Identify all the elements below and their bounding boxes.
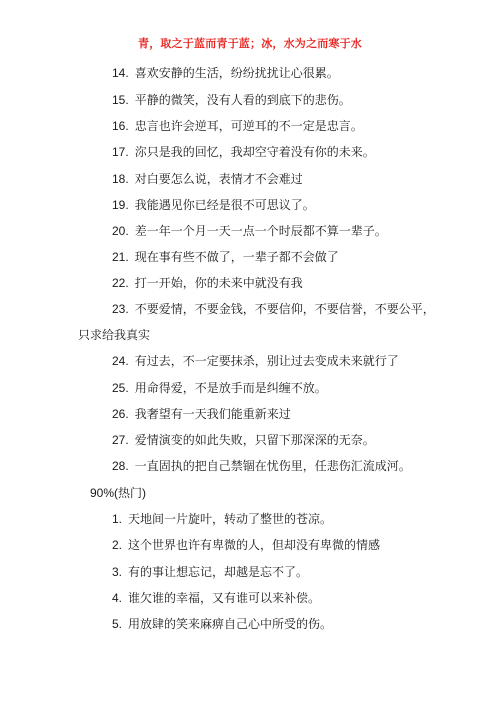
- list-item: [112, 614, 332, 634]
- page-header-title: 青，取之于蓝而青于蓝；冰，水为之而寒于水: [138, 37, 362, 50]
- item-number: 20.: [112, 224, 129, 238]
- item-text: 用放肆的笑来麻痹自己心中所受的伤。: [128, 617, 333, 631]
- item-text: 打一开始，你的未来中就没有我: [134, 276, 303, 290]
- list-item: [112, 195, 315, 215]
- item-text: 有的事让想忘记，却越是忘不了。: [128, 565, 309, 579]
- item-number: 5.: [112, 617, 123, 631]
- item-text: 忠言也许会逆耳，可逆耳的不一定是忠言。: [134, 119, 363, 133]
- list-item: [112, 378, 327, 398]
- item-number: 24.: [112, 354, 129, 368]
- list-item: [112, 404, 291, 424]
- list-item: [112, 588, 320, 608]
- item-number: 23.: [112, 302, 129, 316]
- item-number: 1.: [112, 512, 123, 526]
- list-item: [112, 430, 375, 450]
- list-item: [112, 142, 375, 162]
- item-text: 喜欢安静的生活，纷纷扰扰让心很累。: [134, 66, 339, 80]
- item-number: 3.: [112, 565, 123, 579]
- list-item: [112, 116, 363, 136]
- item-number: 19.: [112, 198, 129, 212]
- item-text: 平静的微笑，没有人看的到底下的悲伤。: [134, 93, 351, 107]
- item-text: 对白要怎么说，表情才不会难过: [134, 172, 303, 186]
- list-item: [112, 247, 339, 267]
- item-text: 爱情演变的如此失败，只留下那深深的无奈。: [134, 433, 375, 447]
- item-number: 22.: [112, 276, 129, 290]
- item-text: 我能遇见你已经是很不可思议了。: [134, 198, 315, 212]
- item-number: 21.: [112, 250, 129, 264]
- item-text: 一直固执的把自己禁锢在忧伤里，任悲伤汇流成河。: [134, 459, 411, 473]
- item-text: 天地间一片旋叶，转动了整世的苍凉。: [128, 512, 333, 526]
- item-number: 28.: [112, 459, 129, 473]
- list-item: [112, 562, 308, 582]
- list-item: [112, 63, 339, 83]
- item-text: 有过去，不一定要抹杀，别让过去变成未来就行了: [134, 354, 399, 368]
- list-item: [112, 535, 380, 555]
- item-number: 4.: [112, 591, 123, 605]
- item-number: 2.: [112, 538, 123, 552]
- item-number: 15.: [112, 93, 129, 107]
- item-number: 17.: [112, 145, 129, 159]
- list-item: [112, 509, 332, 529]
- list-item: [112, 90, 351, 110]
- list-item: [112, 351, 399, 371]
- list-item: [112, 299, 435, 319]
- item-text: 现在事有些不做了，一辈子都不会做了: [134, 250, 339, 264]
- item-text: 用命得爱，不是放手而是纠缠不放。: [134, 381, 327, 395]
- item-text: 不要爱情，不要金钱，不要信仰，不要信誉，不要公平，: [134, 302, 435, 316]
- list-item-continuation: 只求给我真实: [78, 328, 151, 342]
- item-number: 16.: [112, 119, 129, 133]
- section-title: 90%(热门): [90, 486, 147, 500]
- list-item: [112, 456, 411, 476]
- item-text: 这个世界也许有卑微的人，但却没有卑微的情感: [128, 538, 381, 552]
- item-text: 沵只是我的回忆，我却空守着没有你的未来。: [134, 145, 375, 159]
- item-number: 25.: [112, 381, 129, 395]
- list-item: [112, 169, 303, 189]
- item-number: 26.: [112, 407, 129, 421]
- item-number: 27.: [112, 433, 129, 447]
- list-item: [112, 221, 387, 241]
- item-number: 14.: [112, 66, 129, 80]
- list-item: [112, 273, 303, 293]
- item-text: 我奢望有一天我们能重新来过: [134, 407, 291, 421]
- item-number: 18.: [112, 172, 129, 186]
- item-text: 谁欠谁的幸福，又有谁可以来补偿。: [128, 591, 321, 605]
- item-text: 差一年一个月一天一点一个时辰都不算一辈子。: [134, 224, 387, 238]
